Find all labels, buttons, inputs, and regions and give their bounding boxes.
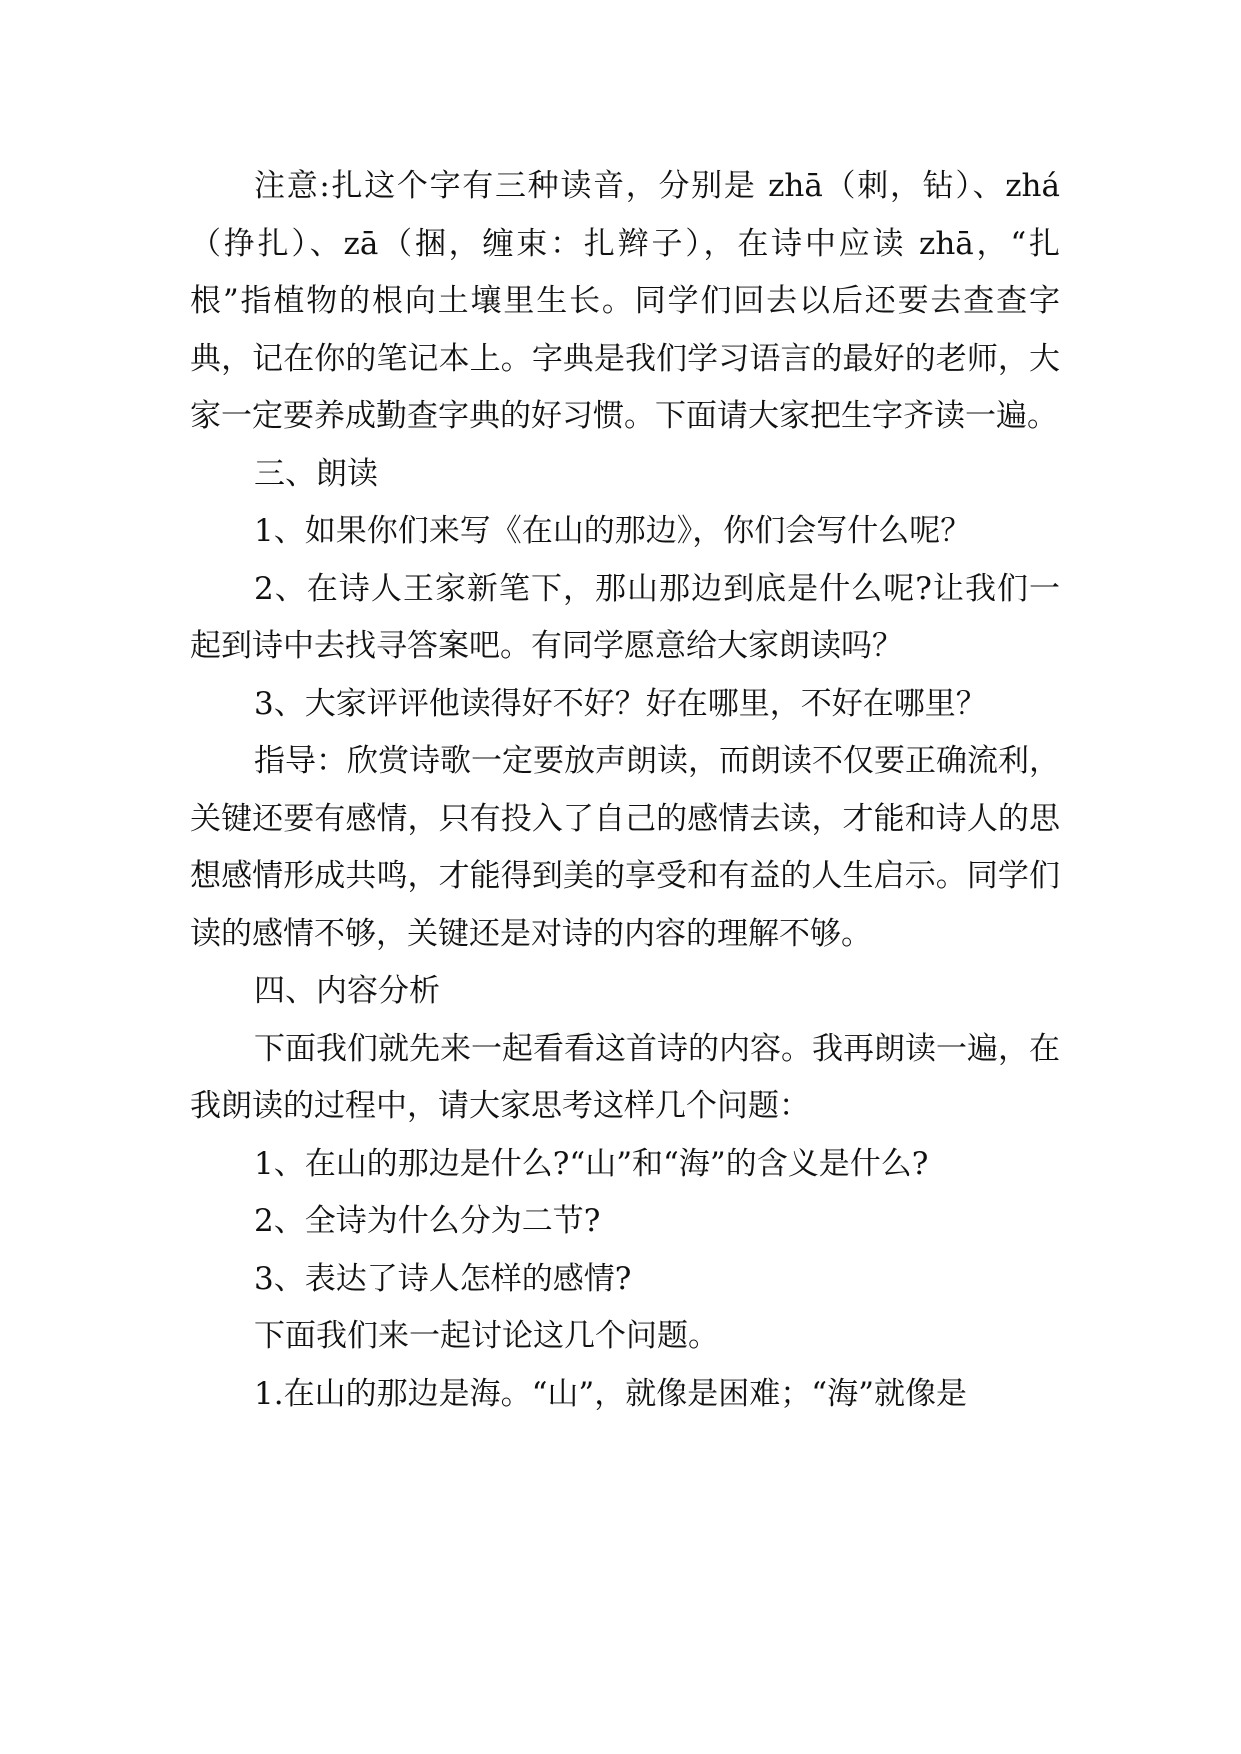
- paragraph-reading-q1: 1、如果你们来写《在山的那边》，你们会写什么呢？: [254, 513, 972, 549]
- paragraph-answer-1: 1.在山的那边是海。“山”，就像是困难；“海”就像是: [254, 1375, 967, 1412]
- paragraph-reading-q2: 2、在诗人王家新笔下，那山那边到底是什么呢?让我们一起到诗中去找寻答案吧。有同学愿意给大家朗读吗？: [190, 570, 1060, 664]
- paragraph-reading-q3: 3、大家评评他读得好不好？好在哪里，不好在哪里？: [254, 685, 987, 722]
- document-body: [190, 158, 1060, 1423]
- paragraph-analysis-intro: 下面我们就先来一起看看这首诗的内容。我再朗读一遍，在我朗读的过程中，请大家思考这样几个问题：: [190, 1030, 1060, 1124]
- paragraph-question-1: 1、在山的那边是什么?“山”和“海”的含义是什么?: [254, 1145, 929, 1182]
- paragraph-question-2: 2、全诗为什么分为二节?: [254, 1203, 601, 1239]
- paragraph-question-3: 3、表达了诗人怎样的感情?: [254, 1260, 632, 1297]
- heading-reading: 三、朗读: [254, 455, 378, 492]
- paragraph-guidance: 指导：欣赏诗歌一定要放声朗读，而朗读不仅要正确流利，关键还要有感情，只有投入了自己的感情去读，才能和诗人的思想感情形成共鸣，才能得到美的享受和有益的人生启示。同学们读的感情不够，关键还是对诗的内容的理解不够。: [190, 743, 1060, 952]
- paragraph-pronunciation-note: 注意:扎这个字有三种读音，分别是 zhā（刺，钻）、zhá（挣扎）、zā（捆，缠束：扎辫子），在诗中应读 zhā，“扎根”指植物的根向土壤里生长。同学们回去以后还要去查查字典，记在你的笔记本上。字典是我们学习语言的最好的老师，大家一定要养成勤查字典的好习惯。下面请大家把生字齐读一遍。: [190, 168, 1060, 434]
- paragraph-discussion-intro: 下面我们来一起讨论这几个问题。: [254, 1318, 719, 1354]
- heading-content-analysis: 四、内容分析: [254, 973, 440, 1009]
